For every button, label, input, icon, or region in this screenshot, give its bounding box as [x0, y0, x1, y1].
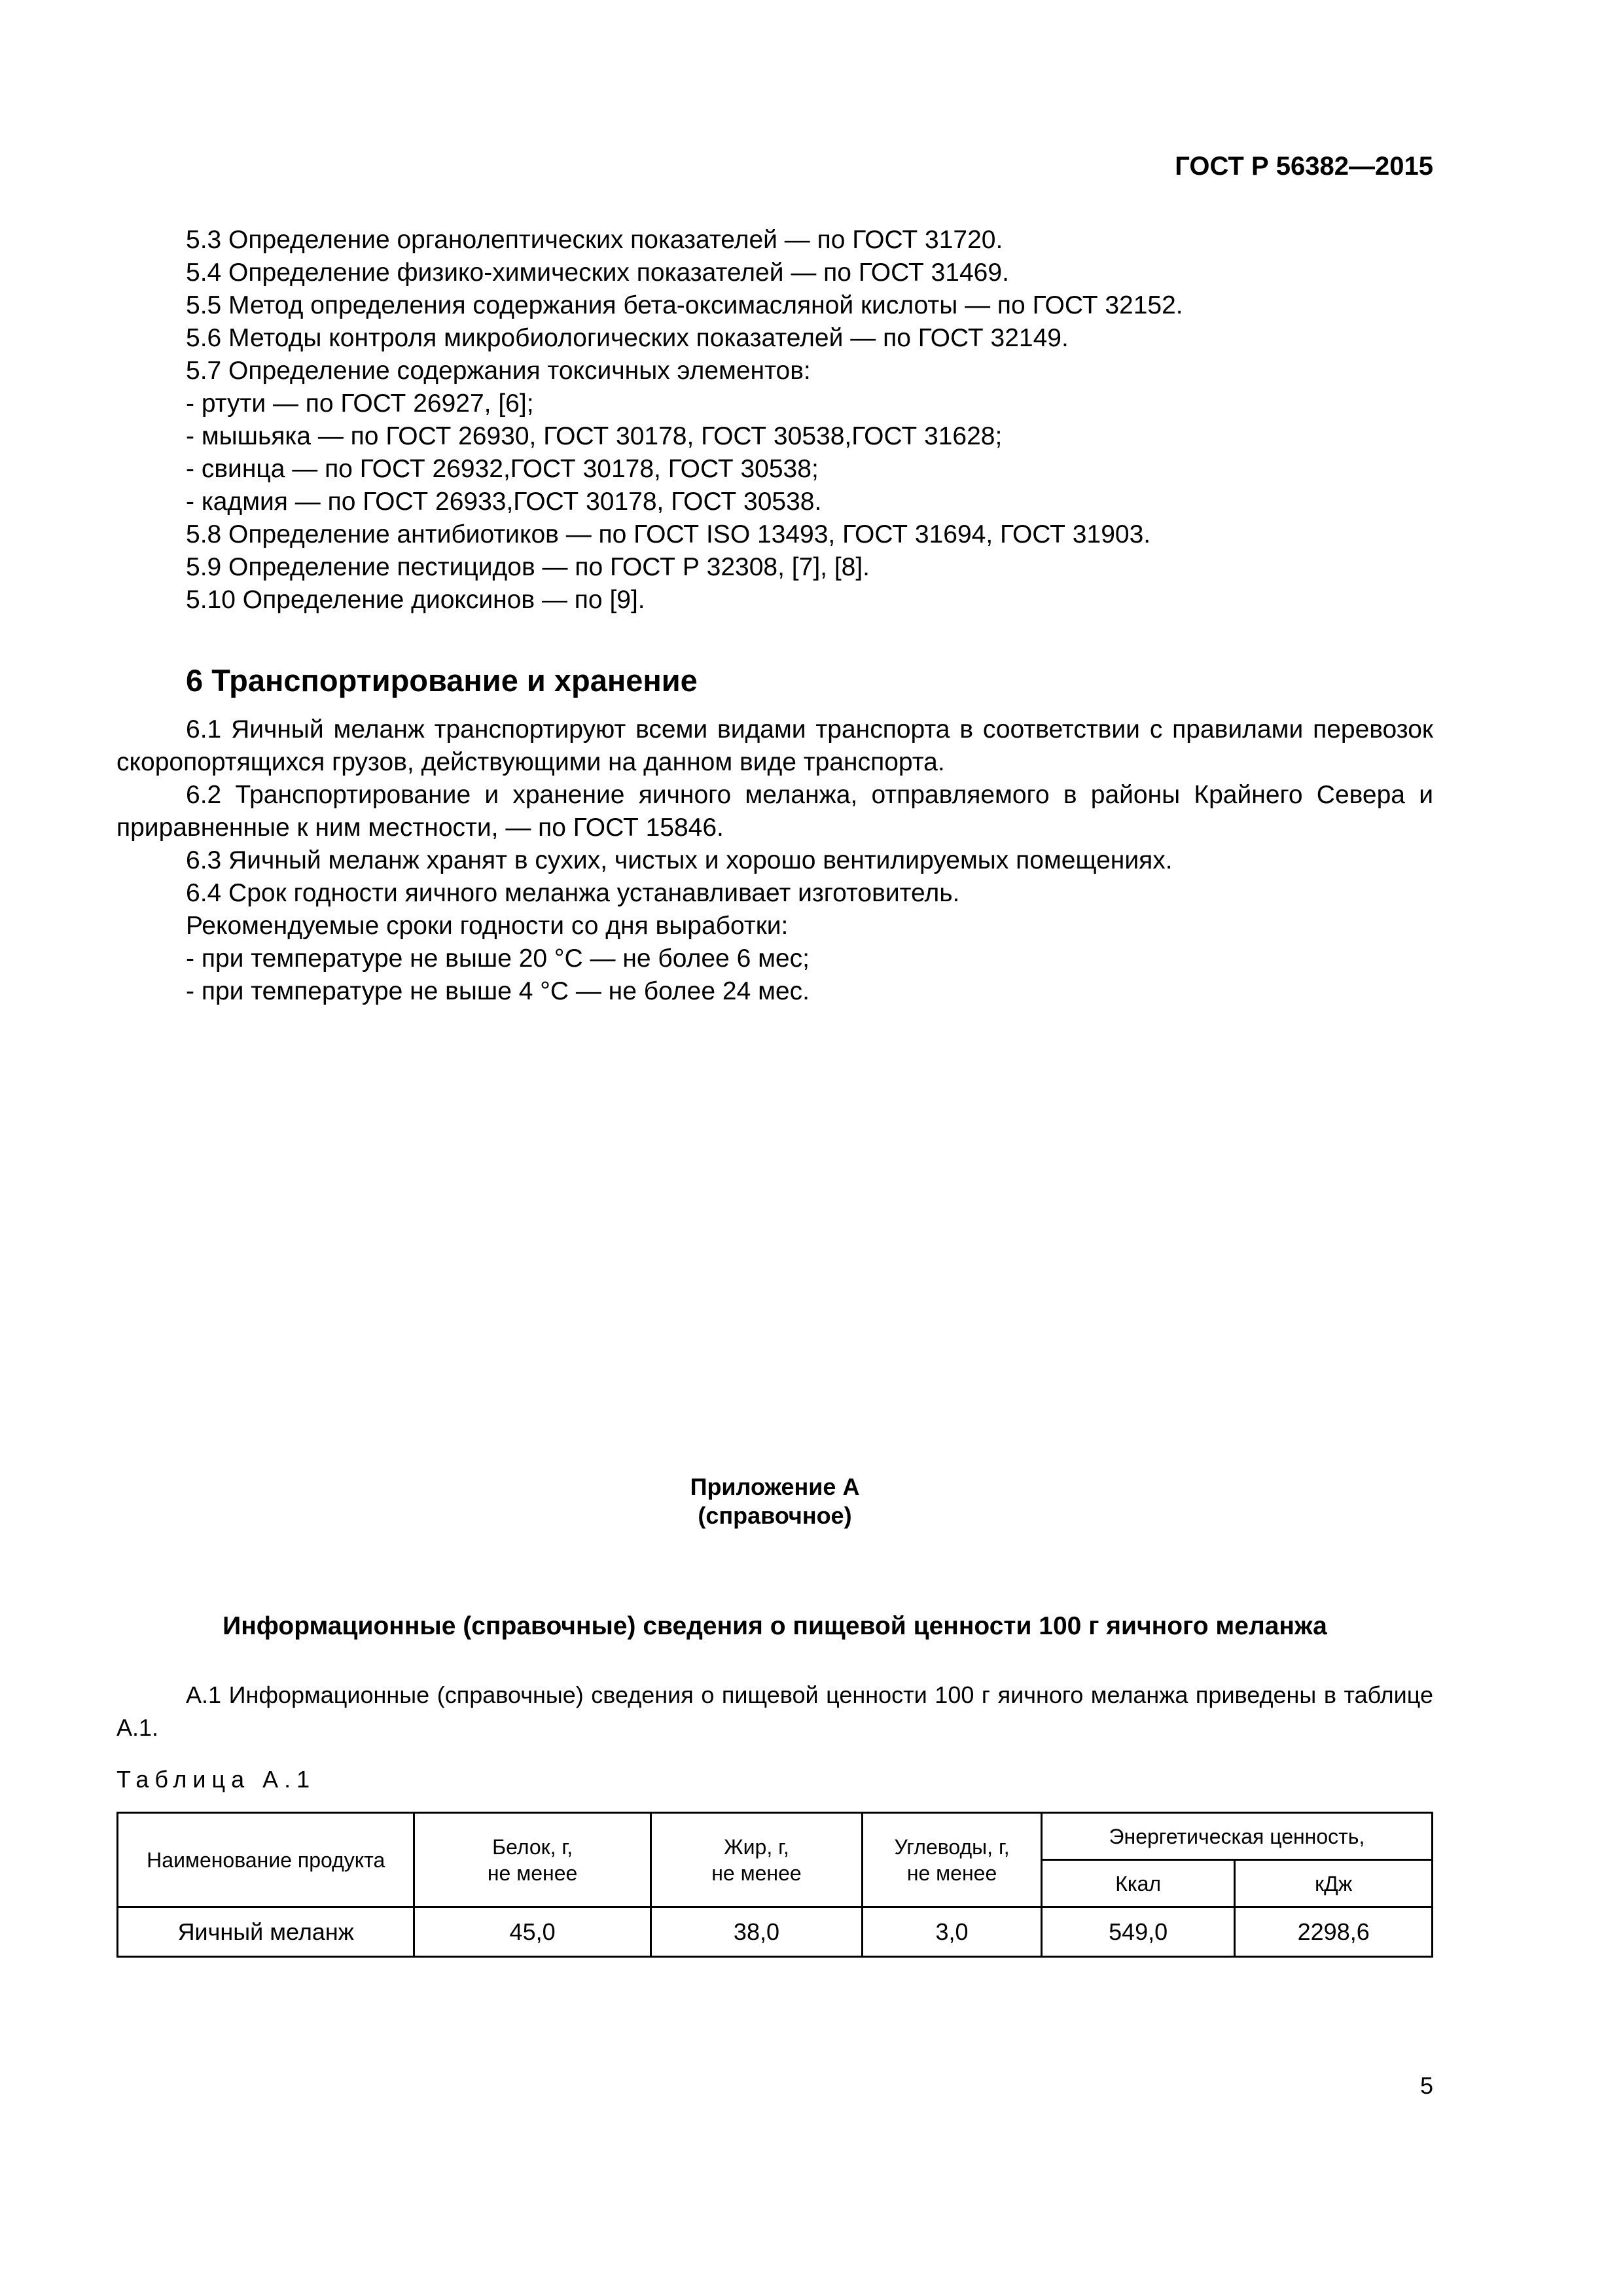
list-item: - кадмия — по ГОСТ 26933,ГОСТ 30178, ГОСТ 30538. [186, 488, 822, 516]
paragraph-shelf-life: Рекомендуемые сроки годности со дня выработки: [186, 912, 789, 940]
list-item: - свинца — по ГОСТ 26932,ГОСТ 30178, ГОСТ 30538; [186, 455, 819, 483]
header-carbs-line1: Углеводы, г, [894, 1835, 1010, 1859]
list-item: 5.5 Метод определения содержания бета-оксимасляной кислоты — по ГОСТ 32152. [186, 291, 1183, 319]
appendix-label: Приложение А [690, 1473, 860, 1500]
section-6-body [116, 713, 1433, 1008]
section-6-title: 6 Транспортирование и хранение [186, 663, 698, 698]
paragraph-6-4: 6.4 Срок годности яичного меланжа устанавливает изготовитель. [186, 879, 960, 907]
paragraph-6-2: 6.2 Транспортирование и хранение яичного меланжа, отправляемого в районы Крайнего Севера и приравненные к ним местности, — по ГОСТ 15846. [116, 781, 1433, 842]
header-energy: Энергетическая ценность, [1041, 1813, 1432, 1860]
appendix-paragraph: А.1 Информационные (справочные) сведения о пищевой ценности 100 г яичного меланжа приведены в таблице А.1. [116, 1681, 1433, 1741]
table-header-row [118, 1813, 1433, 1860]
list-item: - ртути — по ГОСТ 26927, [6]; [186, 389, 534, 418]
header-fat [651, 1813, 862, 1907]
table-caption: Таблица А.1 [116, 1766, 316, 1793]
header-protein-line1: Белок, г, [492, 1835, 573, 1859]
cell-protein: 45,0 [414, 1907, 651, 1957]
header-protein [414, 1813, 651, 1907]
page-number: 5 [1419, 2072, 1433, 2099]
nutrition-table [116, 1812, 1433, 1958]
section-5-list [186, 224, 1183, 617]
list-item: 5.4 Определение физико-химических показателей — по ГОСТ 31469. [186, 259, 1009, 287]
cell-product: Яичный меланж [118, 1907, 414, 1957]
list-item: - мышьяка — по ГОСТ 26930, ГОСТ 30178, ГОСТ 30538,ГОСТ 31628; [186, 422, 1003, 450]
list-item: - при температуре не выше 4 °С — не более 24 мес. [186, 977, 810, 1005]
cell-kj: 2298,6 [1235, 1907, 1433, 1957]
header-product: Наименование продукта [118, 1813, 414, 1907]
list-item: 5.6 Методы контроля микробиологических показателей — по ГОСТ 32149. [186, 324, 1069, 352]
list-item: 5.9 Определение пестицидов — по ГОСТ Р 32308, [7], [8]. [186, 553, 870, 581]
header-carbs-line2: не менее [906, 1861, 997, 1885]
header-protein-line2: не менее [487, 1861, 578, 1885]
list-item: 5.8 Определение антибиотиков — по ГОСТ ISO 13493, ГОСТ 31694, ГОСТ 31903. [186, 520, 1151, 548]
paragraph-6-1: 6.1 Яичный меланж транспортируют всеми видами транспорта в соответствии с правилами перевозок скоропортящихся грузов, действующими на данном виде транспорта. [116, 715, 1433, 776]
header-kj: кДж [1235, 1860, 1433, 1907]
list-item: 5.7 Определение содержания токсичных элементов: [186, 357, 811, 385]
appendix-title: Информационные (справочные) сведения о пищевой ценности 100 г яичного меланжа [223, 1612, 1327, 1640]
header-fat-line1: Жир, г, [724, 1835, 789, 1859]
list-item: 5.10 Определение диоксинов — по [9]. [186, 586, 645, 614]
table-row [118, 1907, 1433, 1957]
list-item: 5.3 Определение органолептических показателей — по ГОСТ 31720. [186, 226, 1003, 254]
header-carbs [863, 1813, 1042, 1907]
cell-fat: 38,0 [651, 1907, 862, 1957]
document-id-header: ГОСТ Р 56382—2015 [1175, 152, 1433, 181]
paragraph-6-3: 6.3 Яичный меланж хранят в сухих, чистых и хорошо вентилируемых помещениях. [186, 846, 1173, 874]
list-item: - при температуре не выше 20 °С — не более 6 мес; [186, 944, 810, 973]
appendix-type: (справочное) [698, 1502, 852, 1529]
header-kcal: Ккал [1041, 1860, 1235, 1907]
cell-carbs: 3,0 [863, 1907, 1042, 1957]
cell-kcal: 549,0 [1041, 1907, 1235, 1957]
appendix-heading [116, 1473, 1433, 1530]
header-fat-line2: не менее [711, 1861, 802, 1885]
